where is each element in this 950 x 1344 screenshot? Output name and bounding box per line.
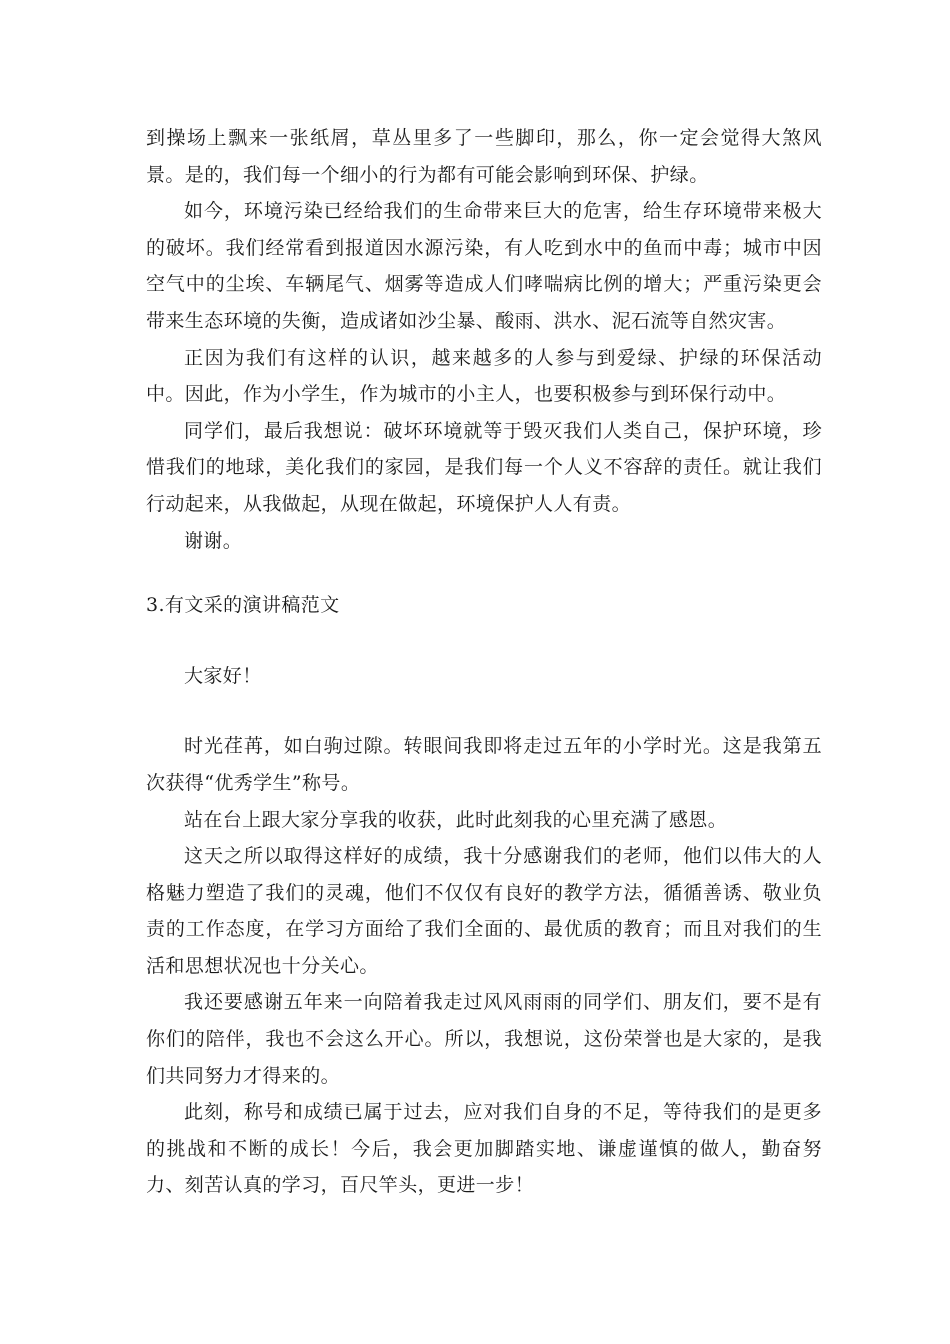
paragraph: 正因为我们有这样的认识，越来越多的人参与到爱绿、护绿的环保活动中。因此，作为小学生，作为城市的小主人，也要积极参与到环保行动中。 xyxy=(146,346,822,406)
greeting: 大家好！ xyxy=(184,664,262,687)
spacer xyxy=(146,624,822,658)
paragraph: 到操场上飘来一张纸屑，草丛里多了一些脚印，那么，你一定会觉得大煞风景。是的，我们每一个细小的行为都有可能会影响到环保、护绿。 xyxy=(146,127,822,186)
paragraph: 同学们，最后我想说：破坏环境就等于毁灭我们人类自己，保护环境，珍惜我们的地球，美化我们的家园，是我们每一个人义不容辞的责任。就让我们行动起来，从我做起，从现在做起，环境保护人人有责。 xyxy=(146,419,822,515)
paragraph: 这天之所以取得这样好的成绩，我十分感谢我们的老师，他们以伟大的人格魅力塑造了我们的灵魂，他们不仅仅有良好的教学方法，循循善诱、敬业负责的工作态度，在学习方面给了我们全面的、最优质的教育；而且对我们的生活和思想状况也十分关心。 xyxy=(146,845,822,977)
spacer xyxy=(146,559,822,587)
paragraph: 站在台上跟大家分享我的收获，此时此刻我的心里充满了感恩。 xyxy=(184,808,728,831)
paragraph: 我还要感谢五年来一向陪着我走过风风雨雨的同学们、朋友们，要不是有你们的陪伴，我也不会这么开心。所以，我想说，这份荣誉也是大家的，是我们共同努力才得来的。 xyxy=(146,991,822,1087)
section-heading: 3.有文采的演讲稿范文 xyxy=(146,594,340,617)
spacer xyxy=(146,694,822,728)
paragraph-thanks: 谢谢。 xyxy=(184,529,243,552)
paragraph: 如今，环境污染已经给我们的生命带来巨大的危害，给生存环境带来极大的破坏。我们经常看到报道因水源污染，有人吃到水中的鱼而中毒；城市中因空气中的尘埃、车辆尾气、烟雾等造成人们哮喘病比例的增大；严重污染更会带来生态环境的失衡，造成诸如沙尘暴、酸雨、洪水、泥石流等自然灾害。 xyxy=(146,200,822,332)
paragraph: 时光荏苒，如白驹过隙。转眼间我即将走过五年的小学时光。这是我第五次获得“优秀学生”称号。 xyxy=(146,735,822,794)
document-page xyxy=(146,120,822,1204)
paragraph: 此刻，称号和成绩已属于过去，应对我们自身的不足，等待我们的是更多的挑战和不断的成长！今后，我会更加脚踏实地、谦虚谨慎的做人，勤奋努力、刻苦认真的学习，百尺竿头，更进一步！ xyxy=(146,1101,822,1197)
